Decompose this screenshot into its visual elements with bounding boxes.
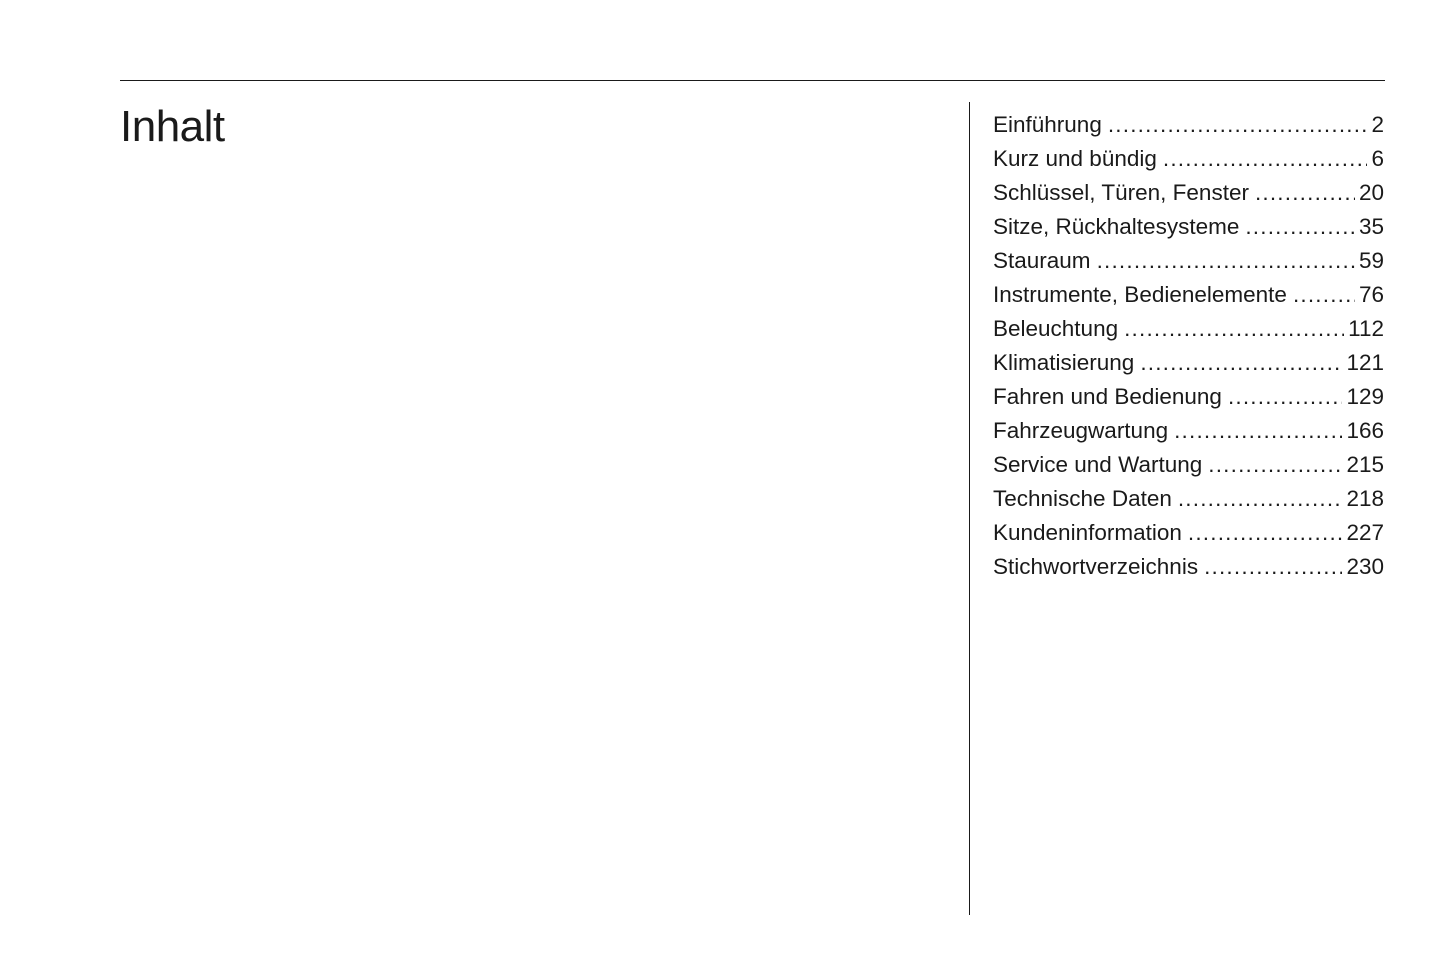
toc-entry-label: Kundeninformation — [993, 520, 1182, 545]
toc-entry-stichwortverzeichnis[interactable] — [993, 550, 1384, 584]
toc-entry-label: Technische Daten — [993, 486, 1172, 511]
toc-entry-page: 121 — [1346, 350, 1384, 375]
toc-entry-service-und-wartung[interactable] — [993, 448, 1384, 482]
toc-entry-label: Stichwortverzeichnis — [993, 554, 1199, 579]
toc-entry-stauraum[interactable] — [993, 244, 1384, 278]
toc-entry-technische-daten[interactable] — [993, 482, 1384, 516]
toc-leader-dots — [1178, 482, 1343, 516]
toc-leader-dots — [1174, 414, 1342, 448]
toc-entry-page: 230 — [1346, 554, 1384, 579]
toc-entry-klimatisierung[interactable] — [993, 346, 1384, 380]
toc-entry-label: Einführung — [993, 112, 1102, 137]
toc-entry-label: Kurz und bündig — [993, 146, 1157, 171]
toc-entry-page: 35 — [1358, 214, 1384, 239]
toc-entry-kurz-und-buendig[interactable] — [993, 142, 1384, 176]
toc-leader-dots — [1208, 448, 1342, 482]
column-divider — [969, 102, 970, 915]
toc-entry-fahrzeugwartung[interactable] — [993, 414, 1384, 448]
toc-entry-label: Beleuchtung — [993, 316, 1119, 341]
toc-entry-page: 59 — [1358, 248, 1384, 273]
toc-entry-fahren-und-bedienung[interactable] — [993, 380, 1384, 414]
toc-entry-schluessel-tueren-fenster[interactable] — [993, 176, 1384, 210]
toc-entry-label: Klimatisierung — [993, 350, 1135, 375]
toc-entry-page: 166 — [1346, 418, 1384, 443]
toc-leader-dots — [1097, 244, 1355, 278]
toc-entry-label: Stauraum — [993, 248, 1091, 273]
toc-entry-page: 2 — [1371, 112, 1384, 137]
toc-entry-label: Schlüssel, Türen, Fenster — [993, 180, 1249, 205]
toc-entry-label: Fahren und Bedienung — [993, 384, 1222, 409]
toc-entry-kundeninformation[interactable] — [993, 516, 1384, 550]
toc-entry-beleuchtung[interactable] — [993, 312, 1384, 346]
page-title: Inhalt — [120, 102, 225, 151]
toc-entry-label: Fahrzeugwartung — [993, 418, 1169, 443]
toc-leader-dots — [1245, 210, 1355, 244]
toc-leader-dots — [1140, 346, 1342, 380]
toc-entry-page: 6 — [1371, 146, 1384, 171]
toc-leader-dots — [1293, 278, 1355, 312]
toc-entry-label: Sitze, Rückhaltesysteme — [993, 214, 1240, 239]
toc-entry-sitze-rueckhaltesysteme[interactable] — [993, 210, 1384, 244]
toc-leader-dots — [1163, 142, 1368, 176]
toc-entry-label: Service und Wartung — [993, 452, 1203, 477]
toc-entry-page: 129 — [1346, 384, 1384, 409]
toc-leader-dots — [1124, 312, 1344, 346]
toc-entry-label: Instrumente, Bedienelemente — [993, 282, 1287, 307]
toc-entry-page: 20 — [1358, 180, 1384, 205]
toc-leader-dots — [1188, 516, 1343, 550]
table-of-contents — [993, 108, 1384, 584]
toc-leader-dots — [1108, 108, 1368, 142]
toc-entry-page: 215 — [1346, 452, 1384, 477]
toc-entry-page: 227 — [1346, 520, 1384, 545]
toc-leader-dots — [1204, 550, 1342, 584]
toc-entry-instrumente-bedienelemente[interactable] — [993, 278, 1384, 312]
top-rule — [120, 80, 1385, 81]
toc-leader-dots — [1255, 176, 1355, 210]
toc-leader-dots — [1228, 380, 1343, 414]
toc-entry-einfuehrung[interactable] — [993, 108, 1384, 142]
toc-entry-page: 218 — [1346, 486, 1384, 511]
toc-entry-page: 112 — [1348, 316, 1384, 341]
toc-entry-page: 76 — [1358, 282, 1384, 307]
